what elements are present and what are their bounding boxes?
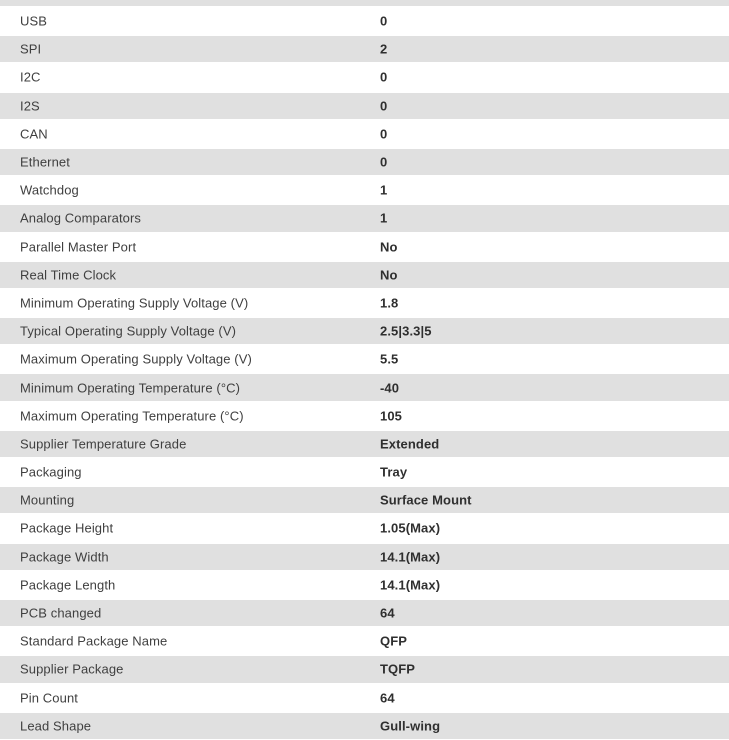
spec-label: CAN bbox=[20, 126, 48, 142]
spec-row bbox=[0, 543, 729, 571]
spec-rows-container bbox=[0, 7, 729, 740]
spec-row bbox=[0, 7, 729, 35]
spec-row bbox=[0, 373, 729, 401]
spec-value: 64 bbox=[380, 690, 395, 706]
spec-value: TQFP bbox=[380, 661, 416, 677]
spec-row bbox=[0, 712, 729, 740]
spec-row bbox=[0, 430, 729, 458]
spec-row bbox=[0, 571, 729, 599]
spec-label: PCB changed bbox=[20, 605, 102, 621]
spec-row bbox=[0, 317, 729, 345]
spec-label: Package Length bbox=[20, 577, 116, 593]
spec-row bbox=[0, 63, 729, 91]
spec-row bbox=[0, 176, 729, 204]
spec-row bbox=[0, 627, 729, 655]
spec-label: Parallel Master Port bbox=[20, 239, 137, 255]
spec-label: Supplier Temperature Grade bbox=[20, 436, 187, 452]
spec-label: Package Height bbox=[20, 520, 114, 536]
spec-label: Packaging bbox=[20, 464, 82, 480]
spec-value: 0 bbox=[380, 13, 388, 29]
spec-value: No bbox=[380, 267, 398, 283]
spec-label: Package Width bbox=[20, 549, 109, 565]
spec-row bbox=[0, 233, 729, 261]
spec-value: 2.5|3.3|5 bbox=[380, 323, 432, 339]
spec-label: Typical Operating Supply Voltage (V) bbox=[20, 323, 237, 339]
spec-label: Analog Comparators bbox=[20, 210, 142, 226]
spec-row bbox=[0, 684, 729, 712]
spec-row bbox=[0, 345, 729, 373]
spec-row bbox=[0, 486, 729, 514]
spec-label: I2S bbox=[20, 98, 40, 114]
spec-label: Watchdog bbox=[20, 182, 79, 198]
spec-row bbox=[0, 148, 729, 176]
spec-value: Gull-wing bbox=[380, 718, 441, 734]
spec-label: Maximum Operating Temperature (°C) bbox=[20, 408, 244, 424]
spec-label: Minimum Operating Supply Voltage (V) bbox=[20, 295, 249, 311]
spec-row bbox=[0, 599, 729, 627]
spec-row bbox=[0, 514, 729, 542]
spec-label: Mounting bbox=[20, 492, 75, 508]
spec-row bbox=[0, 120, 729, 148]
spec-row bbox=[0, 204, 729, 232]
spec-row bbox=[0, 35, 729, 63]
spec-row bbox=[0, 92, 729, 120]
spec-value: 0 bbox=[380, 98, 388, 114]
spec-label: Standard Package Name bbox=[20, 633, 168, 649]
spec-value: Surface Mount bbox=[380, 492, 472, 508]
spec-label: Ethernet bbox=[20, 154, 70, 170]
spec-label: Maximum Operating Supply Voltage (V) bbox=[20, 351, 252, 367]
spec-row bbox=[0, 402, 729, 430]
spec-label: Supplier Package bbox=[20, 661, 124, 677]
spec-label: Pin Count bbox=[20, 690, 78, 706]
spec-row bbox=[0, 458, 729, 486]
spec-value: 1.8 bbox=[380, 295, 399, 311]
spec-value: 14.1(Max) bbox=[380, 577, 441, 593]
spec-row bbox=[0, 261, 729, 289]
spec-value: 64 bbox=[380, 605, 395, 621]
spec-value: 0 bbox=[380, 69, 388, 85]
spec-value: 0 bbox=[380, 154, 388, 170]
spec-value: 0 bbox=[380, 126, 388, 142]
spec-row bbox=[0, 655, 729, 683]
spec-label: USB bbox=[20, 13, 48, 29]
spec-value: 2 bbox=[380, 41, 388, 57]
spec-value: 1 bbox=[380, 210, 388, 226]
spec-value: No bbox=[380, 239, 398, 255]
spec-value: 105 bbox=[380, 408, 402, 424]
spec-row bbox=[0, 289, 729, 317]
spec-label: I2C bbox=[20, 69, 41, 85]
spec-value: 1 bbox=[380, 182, 388, 198]
spec-value: QFP bbox=[380, 633, 408, 649]
spec-label: Real Time Clock bbox=[20, 267, 117, 283]
spec-value: 5.5 bbox=[380, 351, 399, 367]
spec-value: Extended bbox=[380, 436, 440, 452]
spec-value: 1.05(Max) bbox=[380, 520, 441, 536]
spec-label: SPI bbox=[20, 41, 42, 57]
spec-label: Lead Shape bbox=[20, 718, 92, 734]
spec-value: 14.1(Max) bbox=[380, 549, 441, 565]
spec-value: Tray bbox=[380, 464, 408, 480]
spec-label: Minimum Operating Temperature (°C) bbox=[20, 380, 241, 396]
partial-row-top bbox=[0, 0, 729, 7]
spec-value: -40 bbox=[380, 380, 400, 396]
